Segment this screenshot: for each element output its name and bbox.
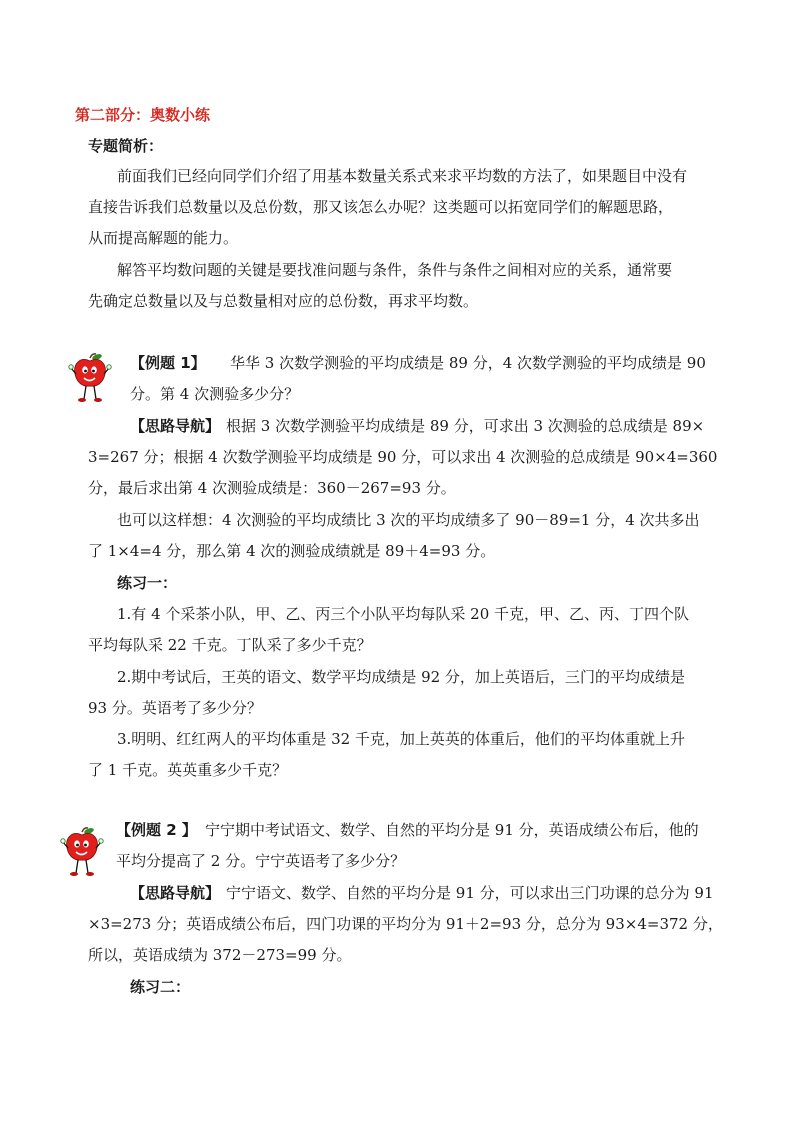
example1-alt: 了 1×4=4 分，那么第 4 次的测验成绩就是 89＋4=93 分。	[88, 542, 496, 560]
practice-item: 1.有 4 个采茶小队，甲、乙、丙三个小队平均每队采 20 千克，甲、乙、丙、丁四个队	[117, 605, 690, 623]
apple-mascot-icon	[68, 352, 112, 408]
example1-hint-label: 【思路导航】	[130, 417, 221, 435]
intro-line: 先确定总数量以及与总数量相对应的总份数，再求平均数。	[88, 292, 479, 310]
example2-hint-label: 【思路导航】	[130, 884, 221, 902]
example2-question: 宁宁期中考试语文、数学、自然的平均分是 91 分，英语成绩公布后，他的	[205, 821, 699, 839]
practice-item: 3.明明、红红两人的平均体重是 32 千克，加上英英的体重后，他们的平均体重就上升	[117, 730, 685, 748]
example1-hint: 根据 3 次数学测验平均成绩是 89 分，可求出 3 次测验的总成绩是 89×	[226, 417, 705, 435]
intro-line: 从而提高解题的能力。	[88, 229, 239, 247]
section-title: 第二部分：奥数小练	[75, 106, 211, 124]
example1-hint: 3=267 分；根据 4 次数学测验平均成绩是 90 分，可以求出 4 次测验的总成绩是 90×4=360	[88, 448, 718, 466]
practice2-heading: 练习二：	[130, 978, 191, 996]
example1-question: 华华 3 次数学测验的平均成绩是 89 分，4 次数学测验的平均成绩是 90	[230, 354, 706, 372]
practice1-heading: 练习一：	[117, 574, 178, 592]
example2-hint: 宁宁语文、数学、自然的平均分是 91 分，可以求出三门功课的总分为 91	[226, 884, 714, 902]
example2-hint: ×3=273 分；英语成绩公布后，四门功课的平均分为 91＋2=93 分，总分为 93×4=372 分，	[88, 915, 723, 933]
example1-question: 分。第 4 次测验多少分？	[130, 385, 300, 403]
example1-label: 【例题 1】	[130, 354, 206, 372]
example1-hint: 分，最后求出第 4 次测验成绩是：360－267=93 分。	[88, 479, 456, 497]
practice-item: 平均每队采 22 千克。丁队采了多少千克？	[88, 636, 372, 654]
example1-alt: 也可以这样想：4 次测验的平均成绩比 3 次的平均成绩多了 90－89=1 分，4 次共多出	[117, 511, 700, 529]
topic-heading: 专题简析：	[88, 137, 164, 155]
practice-item: 93 分。英语考了多少分？	[88, 699, 262, 717]
practice-item: 2.期中考试后，王英的语文、数学平均成绩是 92 分，加上英语后，三门的平均成绩是	[117, 668, 685, 686]
intro-line: 解答平均数问题的关键是要找准问题与条件，条件与条件之间相对应的关系，通常要	[117, 261, 673, 279]
example2-label: 【例题 2 】	[116, 821, 197, 839]
apple-mascot-icon	[60, 826, 104, 882]
practice-item: 了 1 千克。英英重多少千克？	[88, 761, 288, 779]
intro-line: 直接告诉我们总数量以及总份数，那又该怎么办呢？这类题可以拓宽同学们的解题思路，	[88, 198, 674, 216]
example2-question: 平均分提高了 2 分。宁宁英语考了多少分？	[116, 852, 406, 870]
example2-hint: 所以，英语成绩为 372－273=99 分。	[88, 946, 352, 964]
intro-line: 前面我们已经向同学们介绍了用基本数量关系式来求平均数的方法了，如果题目中没有	[117, 167, 688, 185]
